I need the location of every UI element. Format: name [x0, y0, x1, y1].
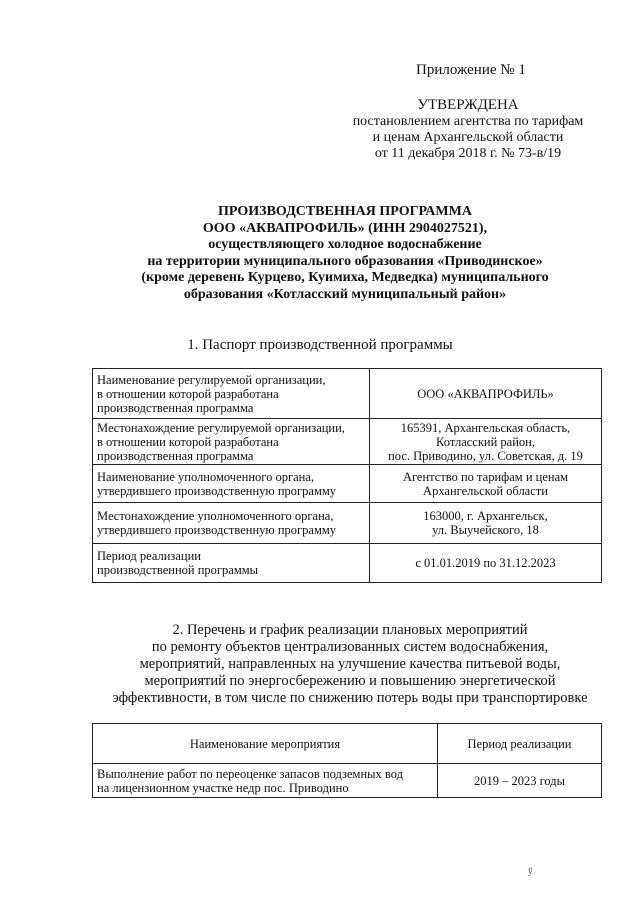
section1-heading: 1. Паспорт производственной программы: [187, 337, 453, 353]
program-title-line: на территории муниципального образования «Приводинское»: [147, 253, 543, 269]
passport-key-cell: [93, 503, 370, 544]
program-title-line: (кроме деревень Курцево, Куимиха, Медведка) муниципального: [141, 270, 549, 286]
cell-line: производственная программа: [97, 400, 254, 415]
program-title-line: ПРОИЗВОДСТВЕННАЯ ПРОГРАММА: [218, 204, 472, 219]
header-name-cell: Наименование мероприятия: [93, 724, 438, 764]
measure-name-cell: [93, 764, 438, 798]
cell-line: Местонахождение уполномоченного органа,: [97, 509, 334, 523]
cell-line: Период реализации: [97, 549, 201, 563]
approval-line: и ценам Архангельской области: [372, 130, 564, 145]
section2-line: мероприятий по энергосбережению и повышению энергетической: [144, 673, 556, 689]
cell-line: в отношении которой разработана: [97, 434, 279, 449]
passport-key-cell: [93, 369, 370, 419]
cell-line: в отношении которой разработана: [97, 386, 279, 401]
cell-line: Агентство по тарифам и ценам: [402, 469, 569, 484]
approval-line: от 11 декабря 2018 г. № 73-в/19: [374, 146, 562, 161]
cell-line: пос. Приводино, ул. Советская, д. 19: [388, 448, 583, 463]
cell-line: 165391, Архангельская область,: [400, 420, 571, 435]
table-row: [93, 503, 602, 544]
passport-table: [92, 368, 602, 583]
passport-key-cell: [93, 544, 370, 583]
table-row: [93, 419, 602, 465]
cell-line: с 01.01.2019 по 31.12.2023: [415, 556, 556, 570]
cell-line: Выполнение работ по переоценке запасов подземных вод: [97, 766, 403, 781]
measures-table: [92, 723, 602, 798]
passport-value-cell: [370, 465, 602, 503]
measure-period-cell: 2019 – 2023 годы: [438, 764, 602, 798]
passport-key-cell: [93, 419, 370, 465]
cell-line: Котласский район,: [436, 434, 535, 449]
cell-line: на лицензионном участке недр пос. Приводино: [97, 780, 349, 795]
passport-value-cell: [370, 544, 602, 583]
approval-block: [330, 97, 606, 162]
program-title-line: ООО «АКВАПРОФИЛЬ» (ИНН 2904027521),: [202, 220, 488, 236]
section2-line: по ремонту объектов централизованных систем водоснабжения,: [151, 639, 549, 655]
page-mark: ў: [528, 866, 533, 876]
approval-line: постановлением агентства по тарифам: [352, 114, 584, 129]
approval-title: УТВЕРЖДЕНА: [417, 97, 519, 113]
cell-line: производственная программа: [97, 448, 254, 463]
cell-line: Наименование уполномоченного органа,: [97, 469, 314, 484]
cell-line: 163000, г. Архангельск,: [423, 509, 548, 523]
program-title: [60, 204, 630, 304]
cell-line: Наименование регулируемой организации,: [97, 372, 326, 387]
passport-value-cell: [370, 503, 602, 544]
cell-line: утвердившего производственную программу: [97, 523, 337, 537]
table-row: [93, 465, 602, 503]
program-title-line: осуществляющего холодное водоснабжение: [208, 237, 482, 253]
header-period-cell: Период реализации: [438, 724, 602, 764]
cell-line: Архангельской области: [423, 483, 548, 498]
table-row: [93, 369, 602, 419]
table-row: [93, 764, 602, 798]
section2-line: 2. Перечень и график реализации плановых мероприятий: [172, 622, 528, 638]
appendix-label: Приложение № 1: [416, 62, 526, 78]
passport-value-cell: [370, 419, 602, 465]
program-title-line: образования «Котласский муниципальный район»: [183, 286, 507, 302]
passport-value-cell: [370, 369, 602, 419]
cell-line: утвердившего производственную программу: [97, 483, 337, 498]
cell-line: Местонахождение регулируемой организации,: [97, 420, 345, 435]
table-header-row: [93, 724, 602, 764]
passport-key-cell: [93, 465, 370, 503]
cell-line: ООО «АКВАПРОФИЛЬ»: [417, 386, 554, 401]
section2-line: мероприятий, направленных на улучшение качества питьевой воды,: [139, 656, 561, 672]
section2-line: эффективности, в том числе по снижению потерь воды при транспортировке: [112, 690, 588, 706]
table-row: [93, 544, 602, 583]
section2-heading: [80, 622, 620, 707]
cell-line: производственной программы: [97, 563, 259, 577]
cell-line: ул. Выучейского, 18: [432, 523, 539, 537]
